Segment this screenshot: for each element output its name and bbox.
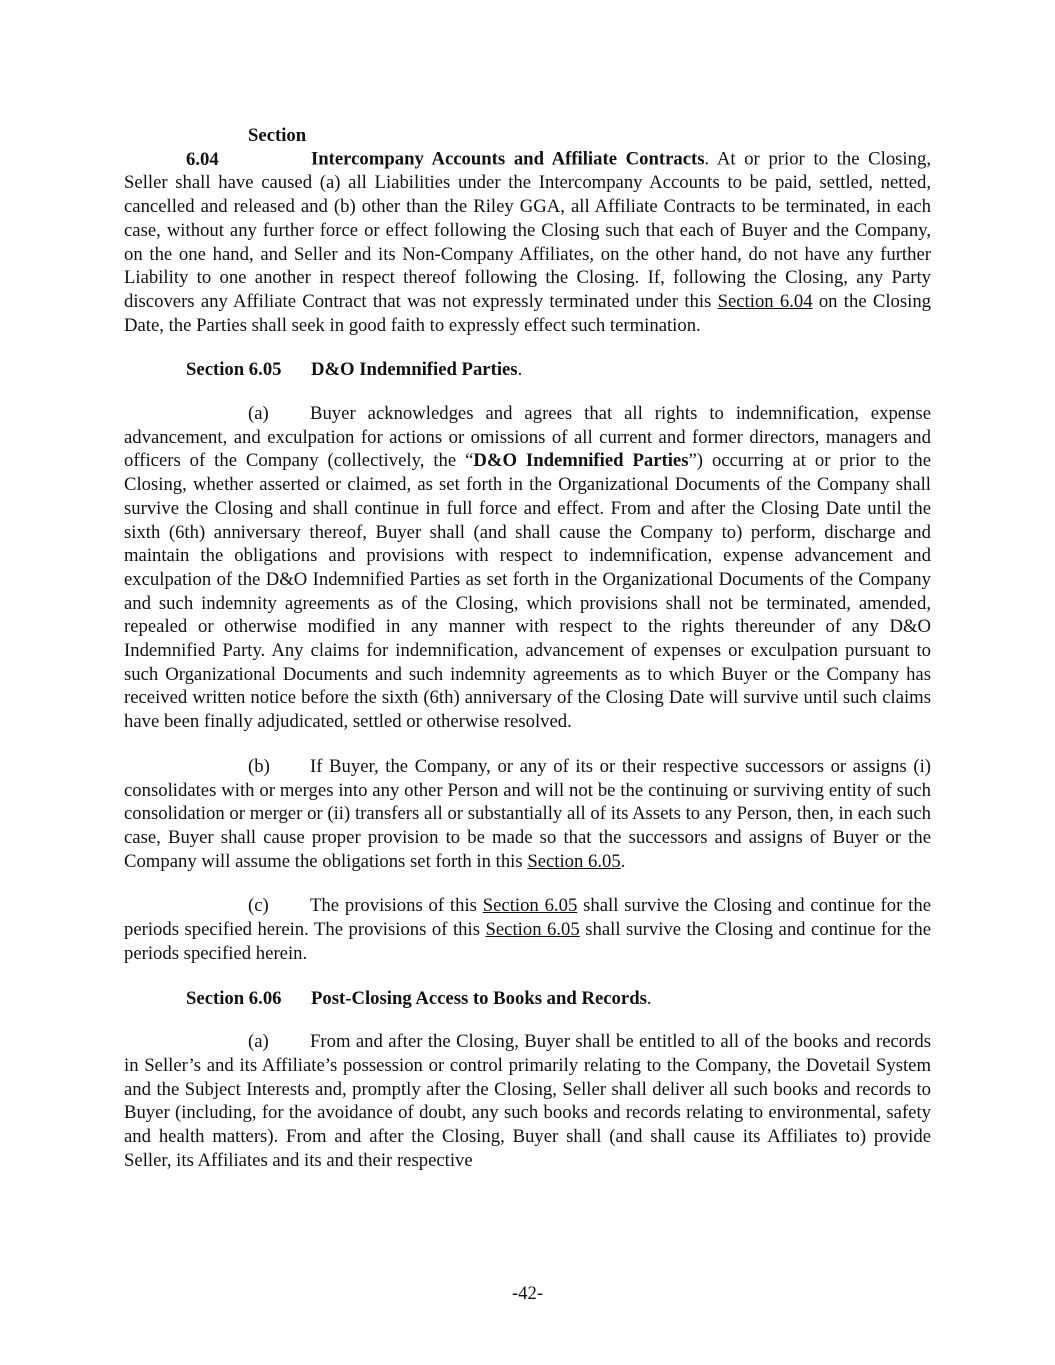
section-title: Intercompany Accounts and Affiliate Contracts [311, 148, 705, 170]
section-reference: Section 6.04 [717, 290, 813, 312]
paragraph-text: Buyer acknowledges and agrees that all rights to indemnification, expense advancement, and exculpation for actions or omissions of all current and former directors, managers and officers of the Company (collectively, the “ [124, 403, 931, 472]
document-page [124, 124, 931, 1193]
paragraph-text: The provisions of this [310, 895, 483, 917]
clause-label: (a) [248, 403, 269, 425]
paragraph-text: If Buyer, the Company, or any of its or their respective successors or assigns (i) consolidates with or merges into any other Person and will not be the continuing or surviving entity of such consolidation or merger or (ii) transfers all or substantially all of its Assets to any Person, then, in each such case, Buyer shall cause proper provision to be made so that the successors and assigns of Buyer or the Company will assume the obligations set forth in this [124, 755, 931, 872]
section-number: Section 6.05 [186, 359, 282, 381]
section-6-05-a-paragraph [124, 402, 931, 734]
section-6-05-b-paragraph [124, 755, 931, 874]
heading-period: . [646, 987, 652, 1009]
section-6-06-heading [186, 987, 931, 1011]
section-title: Post-Closing Access to Books and Records [311, 987, 647, 1009]
page-number: -42- [511, 1283, 544, 1304]
section-6-05-c-paragraph [124, 894, 931, 965]
section-6-05-heading [186, 358, 931, 382]
paragraph-text: shall survive the Closing and continue for the periods specified herein. The provisions of this [124, 895, 931, 941]
clause-label: (b) [248, 755, 270, 777]
paragraph-text: From and after the Closing, Buyer shall be entitled to all of the books and records in Seller’s and its Affiliate’s possession or control primarily relating to the Company, the Dovetail System and the Subject Interests and, promptly after the Closing, Seller shall deliver all such books and records to Buyer (including, for the avoidance of doubt, any such books and records relating to environmental, safety and health matters). From and after the Closing, Buyer shall (and shall cause its Affiliates to) provide Seller, its Affiliates and its and their respective [124, 1031, 931, 1171]
paragraph-text: on the Closing Date, the Parties shall seek in good faith to expressly effect such termination. [124, 290, 932, 336]
section-number: Section 6.04 [186, 125, 307, 170]
paragraph-text: shall survive the Closing and continue for the periods specified herein. [124, 919, 931, 964]
section-reference: Section 6.05 [485, 919, 580, 941]
section-6-04-paragraph [124, 124, 931, 337]
paragraph-text: . At or prior to the Closing, Seller shall have caused (a) all Liabilities under the Intercompany Accounts to be paid, settled, netted, cancelled and released and (b) other than the Riley GGA, all Affiliate Contracts to be terminated, in each case, without any further force or effect following the Closing such that each of Buyer and the Company, on the one hand, and Seller and its Non-Company Affiliates, on the other hand, do not have any further Liability to one another in respect thereof following the Closing. If, following the Closing, any Party discovers any Affiliate Contract that was not expressly terminated under this [124, 148, 931, 312]
section-6-06-a-paragraph [124, 1030, 931, 1172]
section-reference: Section 6.05 [482, 895, 578, 917]
clause-label: (c) [248, 895, 269, 917]
section-number: Section 6.06 [186, 987, 282, 1009]
defined-term: D&O Indemnified Parties [473, 450, 689, 472]
section-reference: Section 6.05 [527, 850, 621, 872]
paragraph-text: ”) occurring at or prior to the Closing, whether asserted or claimed, as set forth in the Organizational Documents of the Company shall survive the Closing and shall continue in full force and effect. From and after the Closing Date until the sixth (6th) anniversary thereof, Buyer shall (and shall cause the Company to) perform, discharge and maintain the obligations and provisions with respect to indemnification, expense advancement and exculpation of the D&O Indemnified Parties as set forth in the Organizational Documents of the Company and such indemnity agreements as of the Closing, which provisions shall not be terminated, amended, repealed or otherwise modified in any manner with respect to the rights thereunder of any D&O Indemnified Party. Any claims for indemnification, advancement of expenses or exculpation pursuant to such Organizational Documents and such indemnity agreements as to which Buyer or the Company has received written notice before the sixth (6th) anniversary of the Closing Date will survive until such claims have been finally adjudicated, settled or otherwise resolved. [124, 450, 931, 733]
paragraph-text: . [620, 850, 626, 872]
section-title: D&O Indemnified Parties [311, 359, 518, 381]
clause-label: (a) [248, 1031, 269, 1053]
heading-period: . [517, 359, 523, 381]
